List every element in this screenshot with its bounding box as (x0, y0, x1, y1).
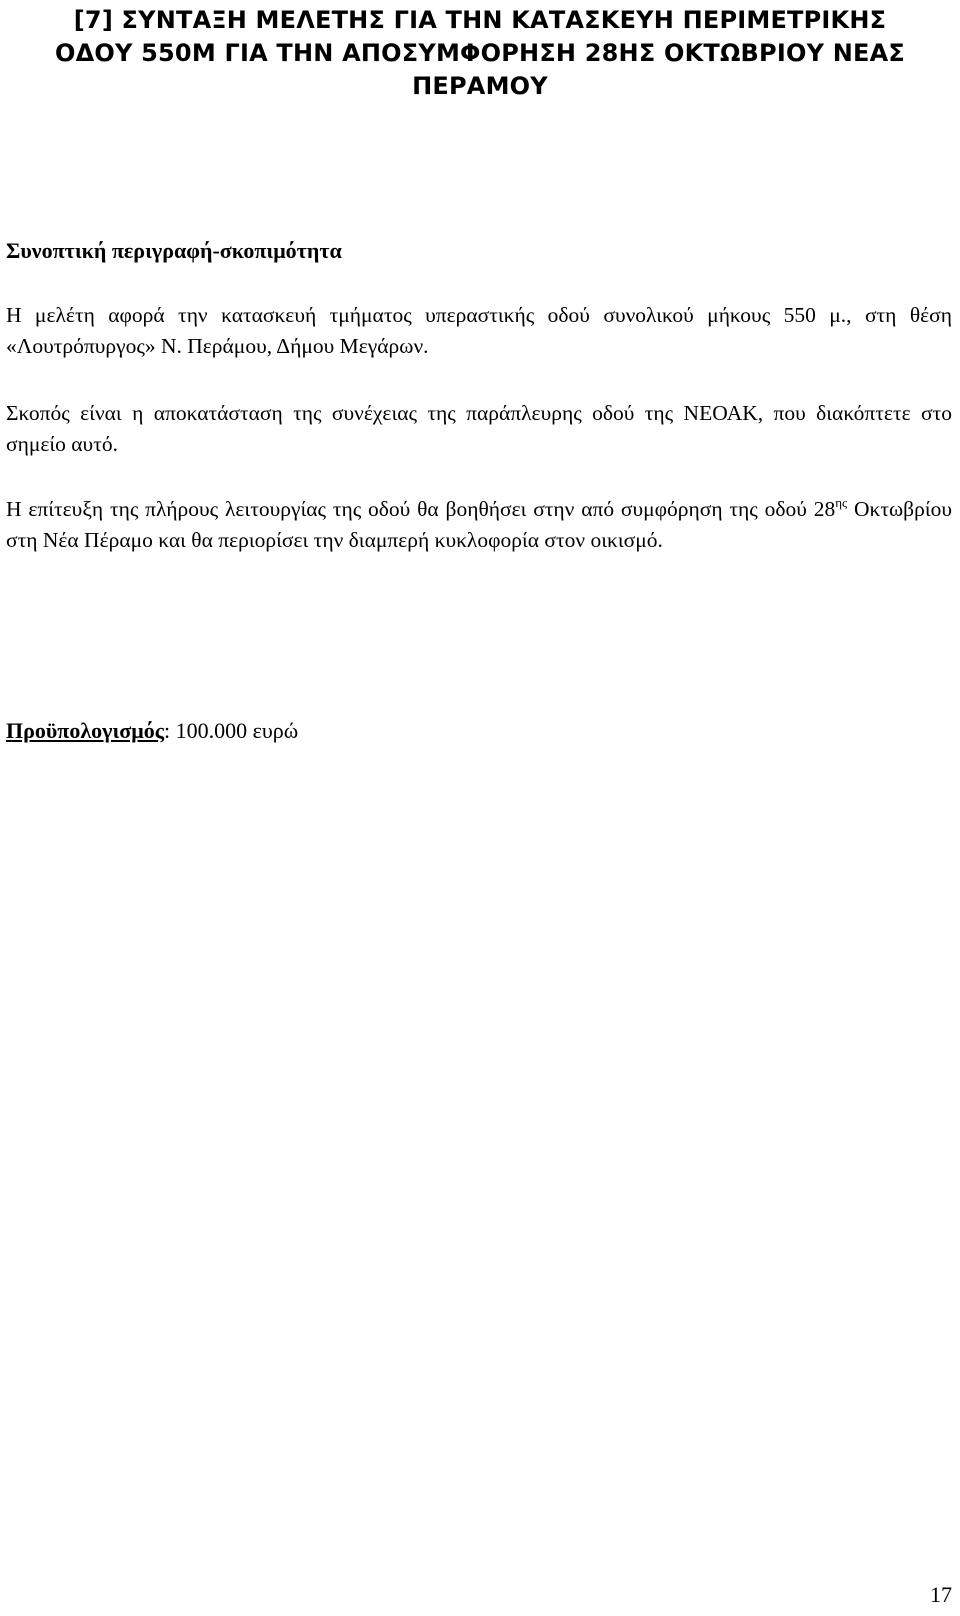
page-title (6, 0, 954, 103)
budget-line (6, 718, 298, 744)
paragraph-benefit-start: Η επίτευξη της πλήρους λειτουργίας της οδού θα βοηθήσει στην από συμφόρηση της οδού 28 (6, 497, 836, 521)
title-line-1: [7] ΣΥΝΤΑΞΗ ΜΕΛΕΤΗΣ ΓΙΑ ΤΗΝ ΚΑΤΑΣΚΕΥΗ ΠΕΡΙΜΕΤΡΙΚΗΣ (73, 6, 887, 34)
paragraph-benefit-end: Οκτωβρίου στη Νέα Πέραμο και θα περιορίσει την διαμπερή κυκλοφορία στον οικισμό. (6, 497, 952, 552)
budget-value: 100.000 ευρώ (170, 718, 299, 743)
section-heading: Συνοπτική περιγραφή-σκοπιμότητα (6, 238, 342, 263)
title-line-2: ΟΔΟΥ 550Μ ΓΙΑ ΤΗΝ ΑΠΟΣΥΜΦΟΡΗΣΗ 28ΗΣ ΟΚΤΩΒΡΙΟΥ ΝΕΑΣ (55, 39, 905, 67)
paragraph-benefit (6, 494, 952, 556)
paragraph-scope: Η μελέτη αφορά την κατασκευή τμήματος υπεραστικής οδού συνολικού μήκους 550 μ., στη θέση «Λουτρόπυργος» Ν. Περάμου, Δήμου Μεγάρων. (6, 303, 952, 358)
paragraph-purpose: Σκοπός είναι η αποκατάσταση της συνέχειας της παράπλευρης οδού της ΝΕΟΑΚ, που διακόπτετε στο σημείο αυτό. (6, 401, 952, 456)
budget-separator: : (164, 718, 171, 743)
ordinal-superscript: ης (835, 495, 848, 510)
budget-label: Προϋπολογισμός (6, 718, 164, 743)
title-line-3: ΠΕΡΑΜΟΥ (412, 72, 548, 100)
document-page (6, 0, 954, 743)
page-number: 17 (930, 1582, 952, 1607)
